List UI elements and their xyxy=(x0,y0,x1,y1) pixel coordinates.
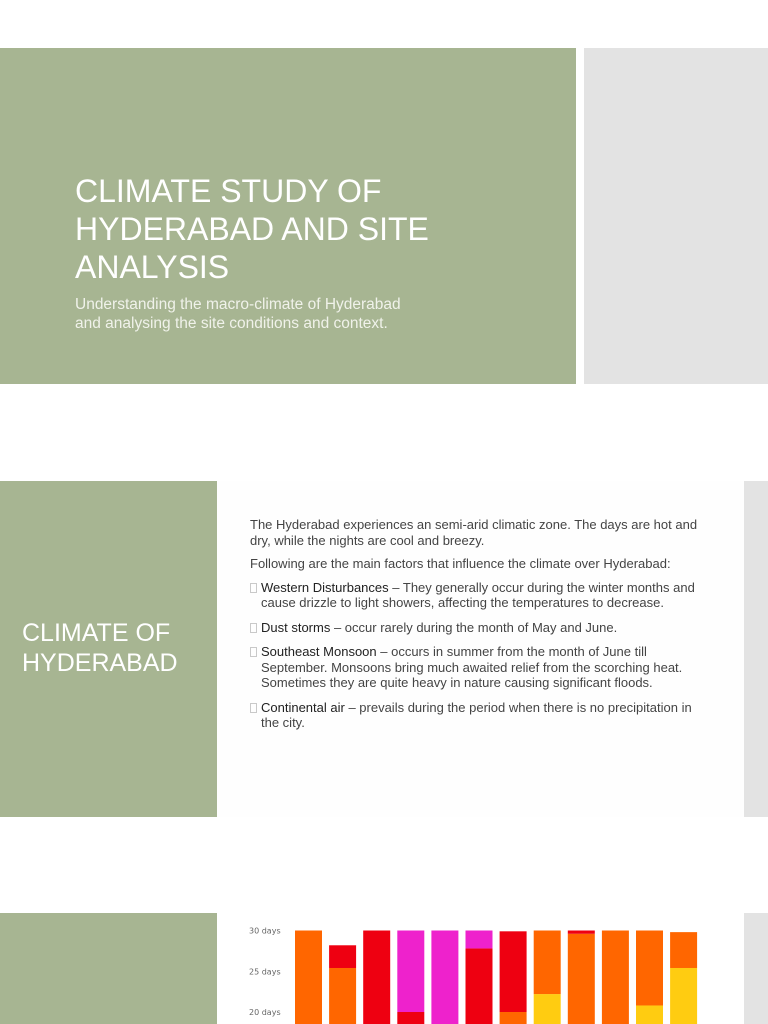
factor-term: Continental air xyxy=(261,699,345,715)
slide-title-line: HYDERABAD AND SITE xyxy=(75,211,429,247)
slide-subtitle-line: and analysing the site conditions and context. xyxy=(75,315,388,332)
factor-text: – prevails during the period when there is no precipitation in the city. xyxy=(261,699,692,730)
slide-title xyxy=(75,172,545,286)
bullet-icon xyxy=(250,583,257,593)
bar-segment-orange xyxy=(534,931,561,995)
bar-segment-orange xyxy=(636,931,663,1006)
slide-title-line: ANALYSIS xyxy=(75,249,230,285)
factor-bullet xyxy=(250,700,710,731)
next-slide-preview xyxy=(744,913,768,1024)
factor-term: Southeast Monsoon xyxy=(261,644,377,659)
factor-bullet xyxy=(250,620,710,636)
chart-slide-panel xyxy=(0,913,217,1024)
next-slide-preview xyxy=(744,481,768,817)
slide-title-line: CLIMATE STUDY OF xyxy=(75,173,382,209)
climate-heading-line: CLIMATE OF xyxy=(22,619,171,647)
chart-canvas xyxy=(217,913,744,1024)
factor-bullet xyxy=(250,580,710,611)
bar-segment-orange xyxy=(568,934,595,1024)
bar-segment-red xyxy=(329,945,356,968)
climate-heading xyxy=(22,618,212,678)
factors-intro-paragraph: Following are the main factors that influence the climate over Hyderabad: xyxy=(250,556,671,571)
factor-text: – occur rarely during the month of May and June. xyxy=(330,619,618,635)
y-tick-label: 30 days xyxy=(249,926,281,936)
y-tick-label: 20 days xyxy=(249,1008,281,1017)
y-tick-label: 25 days xyxy=(249,967,281,977)
bar-segment-magenta xyxy=(397,931,424,1013)
bar-segment-red xyxy=(363,931,390,1024)
climate-heading-line: HYDERABAD xyxy=(22,649,178,677)
bar-segment-red xyxy=(500,931,527,1012)
next-slide-preview xyxy=(584,48,768,384)
bar-segment-yellow xyxy=(670,968,697,1024)
bullet-icon xyxy=(250,623,257,633)
intro-paragraph: The Hyderabad experiences an semi-arid climatic zone. The days are hot and dry, while the nights are cool and breezy. xyxy=(250,517,698,548)
factor-text: – They generally occur during the winter months and cause drizzle to light showers, affecting the temperatures to decrease. xyxy=(261,579,695,610)
bar-segment-yellow xyxy=(636,1005,663,1024)
bar-segment-red xyxy=(568,931,595,934)
bar-segment-orange xyxy=(602,931,629,1024)
slide-subtitle xyxy=(75,295,555,333)
bar-segment-gap xyxy=(329,931,356,946)
slide-subtitle-line: Understanding the macro-climate of Hyderabad xyxy=(75,296,401,313)
rain-days-chart xyxy=(217,913,744,1024)
bar-segment-orange xyxy=(295,931,322,1024)
bullet-icon xyxy=(250,647,257,657)
bar-segment-yellow xyxy=(534,994,561,1024)
factor-term: Western Disturbances xyxy=(261,579,389,595)
factor-term: Dust storms xyxy=(261,619,331,635)
bar-segment-orange xyxy=(500,1012,527,1024)
bar-segment-red xyxy=(397,1012,424,1024)
bar-segment-orange xyxy=(670,932,697,968)
bullet-icon xyxy=(250,703,257,713)
bar-segment-orange xyxy=(329,968,356,1024)
bar-segment-red xyxy=(466,948,493,1024)
climate-body xyxy=(250,517,710,740)
bar-segment-magenta xyxy=(466,931,493,949)
factor-text: – occurs in summer from the month of June till September. Monsoons bring much awaited relief from the scorching heat. Sometimes they are quite heavy in nature causing significant floods. xyxy=(261,644,683,690)
factor-bullet xyxy=(250,644,710,691)
bar-segment-magenta xyxy=(431,931,458,1024)
